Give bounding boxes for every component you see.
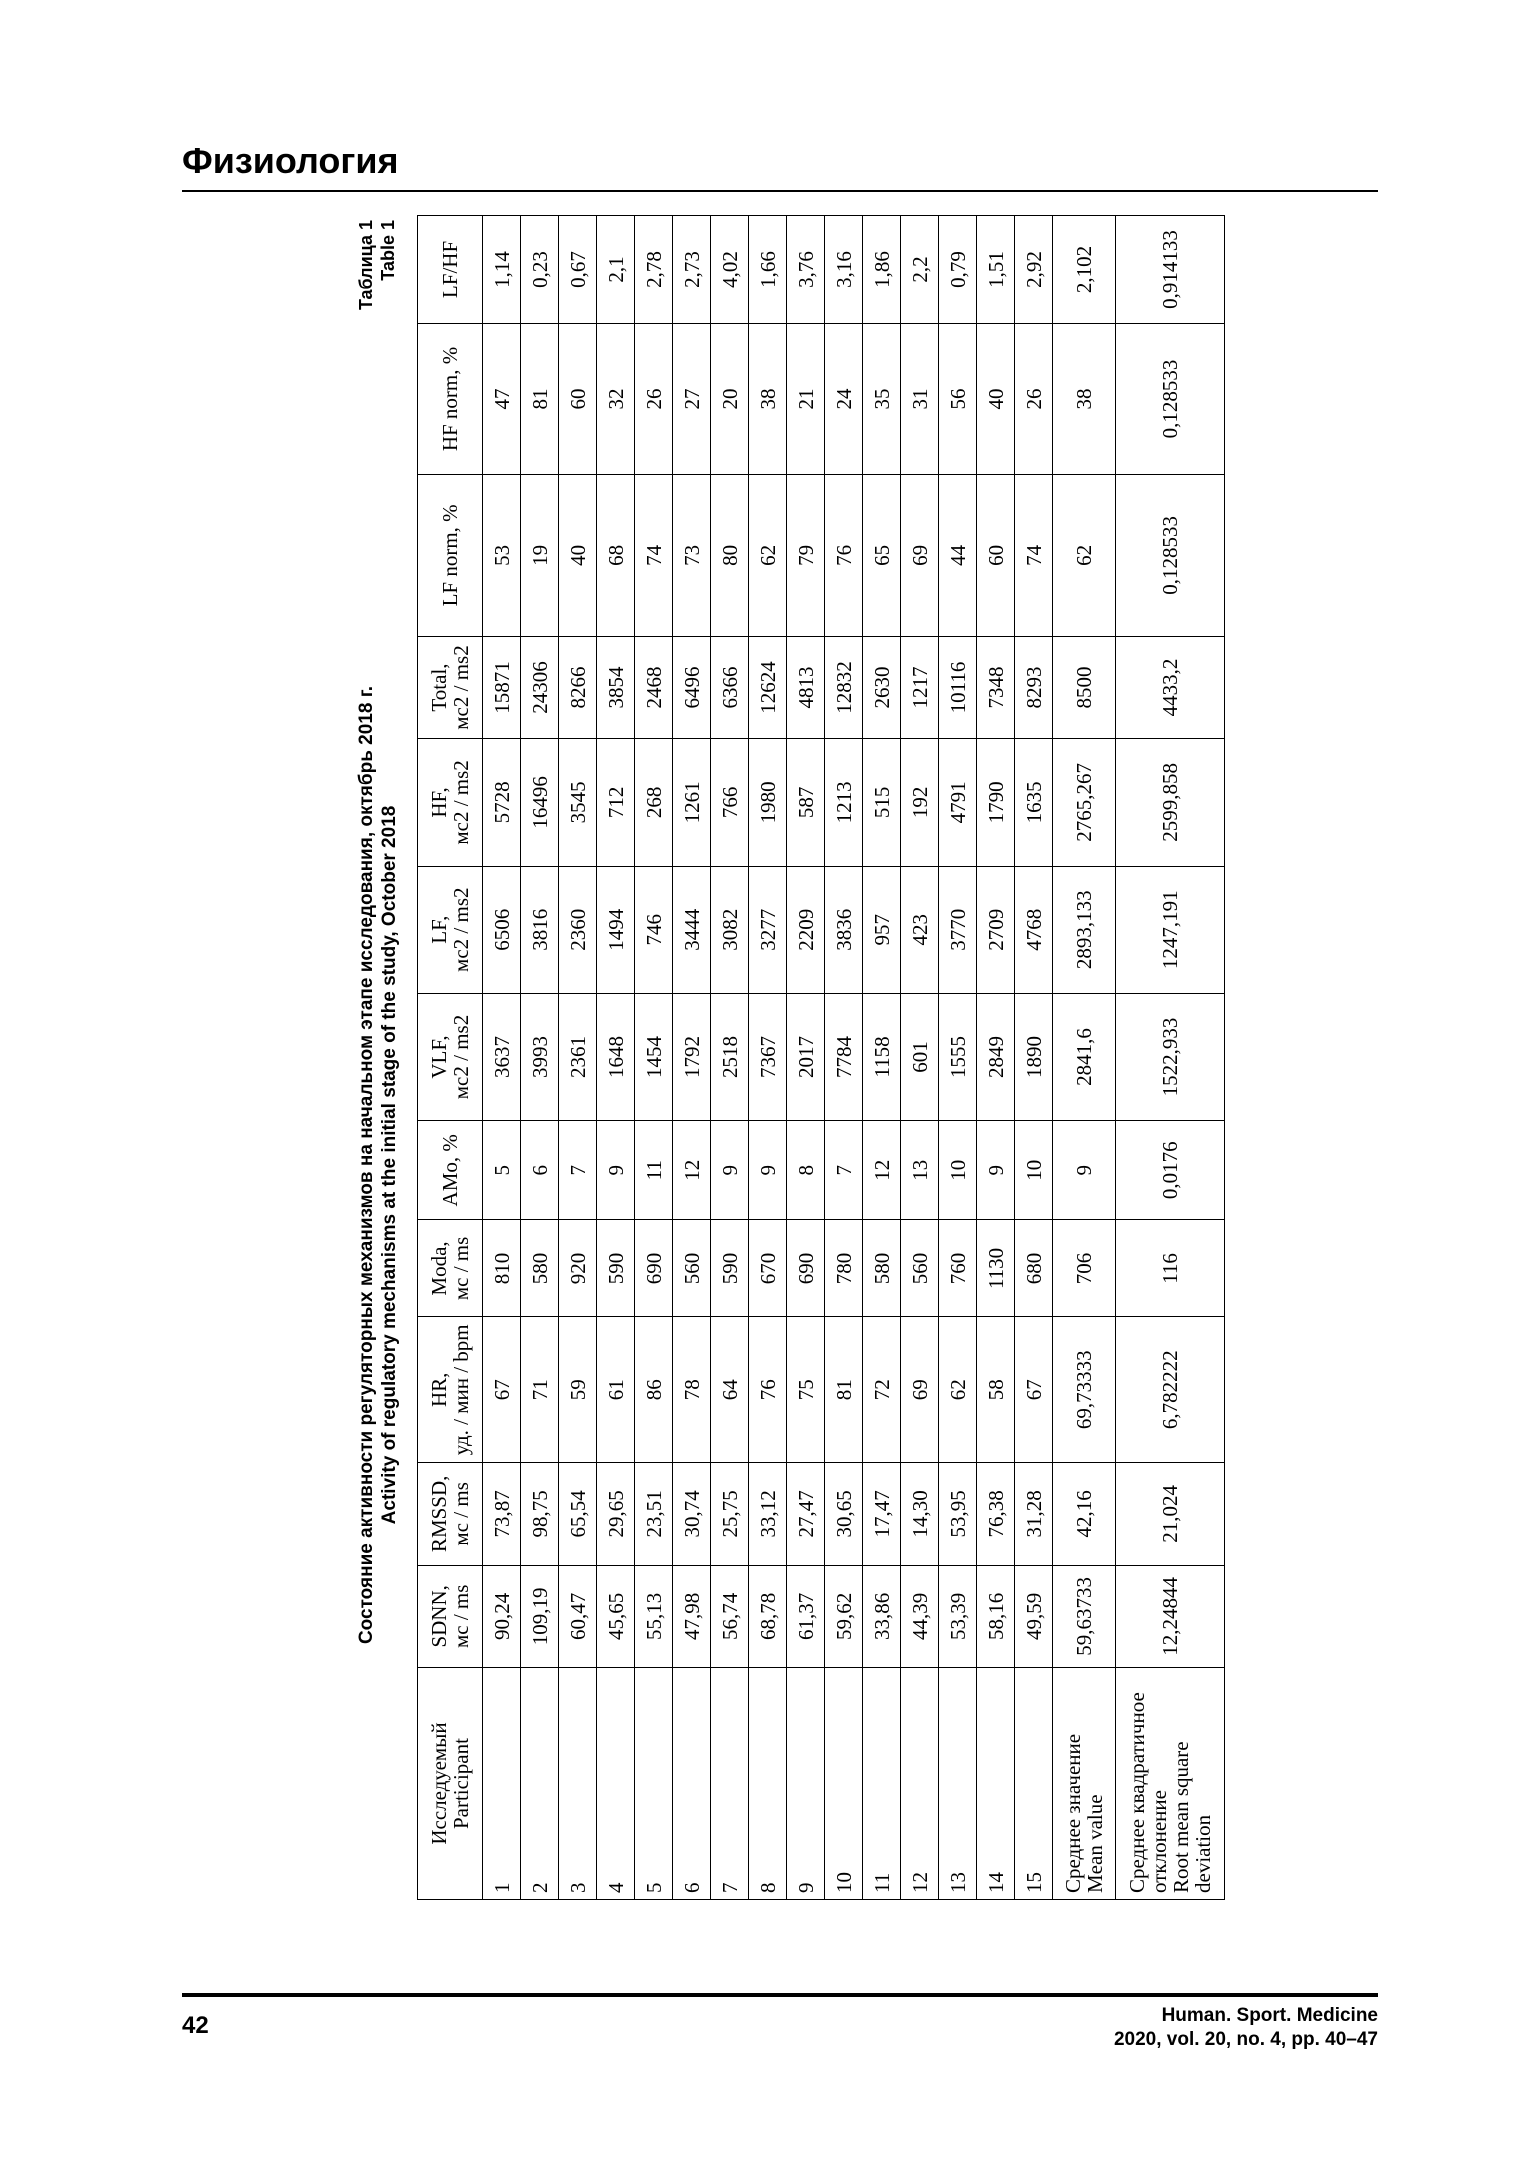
value-cell: 60,47 (559, 1565, 597, 1667)
table-caption (355, 375, 401, 1955)
value-cell: 760 (939, 1220, 977, 1317)
value-cell: 31,28 (1015, 1463, 1053, 1565)
value-cell: 1,51 (977, 216, 1015, 324)
participant-cell: 9 (787, 1668, 825, 1900)
participant-cell: 4 (597, 1668, 635, 1900)
value-cell: 61,37 (787, 1565, 825, 1667)
value-cell: 590 (597, 1220, 635, 1317)
value-cell: 2209 (787, 866, 825, 993)
value-cell: 14,30 (901, 1463, 939, 1565)
value-cell: 1213 (825, 739, 863, 866)
column-header-line: мс / ms (449, 1482, 473, 1546)
value-cell: 7 (559, 1121, 597, 1220)
value-cell: 65 (863, 474, 901, 636)
value-cell: 0,914133 (1116, 216, 1225, 324)
value-cell: 810 (483, 1220, 521, 1317)
value-cell: 116 (1116, 1220, 1225, 1317)
value-cell: 38 (1053, 323, 1116, 474)
column-header-line: Total, (427, 663, 451, 712)
value-cell: 0,67 (559, 216, 597, 324)
value-cell: 69 (901, 1317, 939, 1463)
value-cell: 4,02 (711, 216, 749, 324)
table-row (597, 216, 635, 1900)
value-cell: 2017 (787, 993, 825, 1120)
value-cell: 23,51 (635, 1463, 673, 1565)
value-cell: 61 (597, 1317, 635, 1463)
column-header-line: HR, (427, 1372, 451, 1407)
value-cell: 3816 (521, 866, 559, 993)
column-header (418, 1220, 483, 1317)
table-row (673, 216, 711, 1900)
value-cell: 7784 (825, 993, 863, 1120)
value-cell: 64 (711, 1317, 749, 1463)
value-cell: 109,19 (521, 1565, 559, 1667)
value-cell: 60 (977, 474, 1015, 636)
value-cell: 2893,133 (1053, 866, 1116, 993)
participant-cell: 14 (977, 1668, 1015, 1900)
value-cell: 12,24844 (1116, 1565, 1225, 1667)
column-header-line: HF norm, % (438, 346, 462, 452)
table-row (901, 216, 939, 1900)
value-cell: 4791 (939, 739, 977, 866)
value-cell: 65,54 (559, 1463, 597, 1565)
value-cell: 680 (1015, 1220, 1053, 1317)
column-header-line: мс2 / ms2 (449, 887, 473, 972)
value-cell: 69 (901, 474, 939, 636)
column-header-line: VLF, (427, 1035, 451, 1079)
table-row (825, 216, 863, 1900)
value-cell: 2599,858 (1116, 739, 1225, 866)
value-cell: 10 (1015, 1121, 1053, 1220)
table-label (355, 220, 399, 370)
value-cell: 80 (711, 474, 749, 636)
column-header-line: HF, (427, 787, 451, 818)
value-cell: 62 (749, 474, 787, 636)
value-cell: 192 (901, 739, 939, 866)
value-cell: 580 (863, 1220, 901, 1317)
value-cell: 78 (673, 1317, 711, 1463)
column-header-line: мс / ms (449, 1236, 473, 1301)
value-cell: 16496 (521, 739, 559, 866)
value-cell: 29,65 (597, 1463, 635, 1565)
value-cell: 76 (749, 1317, 787, 1463)
value-cell: 1648 (597, 993, 635, 1120)
value-cell: 59,63733 (1053, 1565, 1116, 1667)
column-header-line: RMSSD, (427, 1475, 451, 1553)
value-cell: 1,86 (863, 216, 901, 324)
value-cell: 1158 (863, 993, 901, 1120)
value-cell: 2,73 (673, 216, 711, 324)
rms-row (1116, 216, 1225, 1900)
column-header-line: мс / ms (449, 1584, 473, 1649)
value-cell: 5728 (483, 739, 521, 866)
value-cell: 3082 (711, 866, 749, 993)
value-cell: 6366 (711, 636, 749, 738)
value-cell: 1890 (1015, 993, 1053, 1120)
value-cell: 81 (521, 323, 559, 474)
participant-cell: 8 (749, 1668, 787, 1900)
value-cell: 423 (901, 866, 939, 993)
value-cell: 3770 (939, 866, 977, 993)
value-cell: 1494 (597, 866, 635, 993)
value-cell: 24 (825, 323, 863, 474)
value-cell: 1217 (901, 636, 939, 738)
value-cell: 2630 (863, 636, 901, 738)
value-cell: 0,128533 (1116, 323, 1225, 474)
value-cell: 62 (1053, 474, 1116, 636)
value-cell: 560 (673, 1220, 711, 1317)
value-cell: 2,92 (1015, 216, 1053, 324)
value-cell: 3637 (483, 993, 521, 1120)
value-cell: 74 (1015, 474, 1053, 636)
value-cell: 9 (977, 1121, 1015, 1220)
value-cell: 3993 (521, 993, 559, 1120)
value-cell: 5 (483, 1121, 521, 1220)
value-cell: 10116 (939, 636, 977, 738)
rotated-table-block (355, 215, 1270, 1955)
value-cell: 47 (483, 323, 521, 474)
row-label-line: Root mean square deviation (1169, 1741, 1215, 1893)
table-row (521, 216, 559, 1900)
value-cell: 27,47 (787, 1463, 825, 1565)
value-cell: 1522,933 (1116, 993, 1225, 1120)
value-cell: 98,75 (521, 1463, 559, 1565)
value-cell: 45,65 (597, 1565, 635, 1667)
value-cell: 3277 (749, 866, 787, 993)
column-header-line: AMo, % (438, 1134, 462, 1207)
value-cell: 670 (749, 1220, 787, 1317)
value-cell: 72 (863, 1317, 901, 1463)
value-cell: 25,75 (711, 1463, 749, 1565)
value-cell: 56,74 (711, 1565, 749, 1667)
participant-cell: 5 (635, 1668, 673, 1900)
participant-cell: 10 (825, 1668, 863, 1900)
value-cell: 1,14 (483, 216, 521, 324)
section-title: Физиология (182, 140, 399, 181)
value-cell: 13 (901, 1121, 939, 1220)
value-cell: 67 (1015, 1317, 1053, 1463)
value-cell: 9 (711, 1121, 749, 1220)
table-row (711, 216, 749, 1900)
value-cell: 44,39 (901, 1565, 939, 1667)
participant-cell: 11 (863, 1668, 901, 1900)
value-cell: 9 (749, 1121, 787, 1220)
data-table (417, 215, 1225, 1900)
value-cell: 3545 (559, 739, 597, 866)
value-cell: 24306 (521, 636, 559, 738)
value-cell: 1635 (1015, 739, 1053, 866)
value-cell: 58,16 (977, 1565, 1015, 1667)
table-label-en: Table 1 (378, 220, 398, 281)
value-cell: 90,24 (483, 1565, 521, 1667)
value-cell: 1980 (749, 739, 787, 866)
value-cell: 44 (939, 474, 977, 636)
value-cell: 4433,2 (1116, 636, 1225, 738)
value-cell: 59 (559, 1317, 597, 1463)
value-cell: 10 (939, 1121, 977, 1220)
value-cell: 26 (1015, 323, 1053, 474)
value-cell: 6496 (673, 636, 711, 738)
column-header (418, 1463, 483, 1565)
value-cell: 587 (787, 739, 825, 866)
column-header-line: LF, (427, 915, 451, 944)
value-cell: 35 (863, 323, 901, 474)
value-cell: 62 (939, 1317, 977, 1463)
value-cell: 12832 (825, 636, 863, 738)
participant-cell: 6 (673, 1668, 711, 1900)
value-cell: 55,13 (635, 1565, 673, 1667)
value-cell: 560 (901, 1220, 939, 1317)
caption-en: Activity of regulatory mechanisms at the initial stage of the study, October 2018 (379, 805, 400, 1525)
column-header-line: LF norm, % (438, 504, 462, 607)
value-cell: 2,2 (901, 216, 939, 324)
value-cell: 9 (1053, 1121, 1116, 1220)
value-cell: 268 (635, 739, 673, 866)
value-cell: 712 (597, 739, 635, 866)
value-cell: 766 (711, 739, 749, 866)
page-number: 42 (182, 2012, 209, 2039)
participant-cell: 3 (559, 1668, 597, 1900)
value-cell: 690 (787, 1220, 825, 1317)
value-cell: 2518 (711, 993, 749, 1120)
column-header (418, 636, 483, 738)
value-cell: 74 (635, 474, 673, 636)
value-cell: 0,23 (521, 216, 559, 324)
value-cell: 3836 (825, 866, 863, 993)
value-cell: 515 (863, 739, 901, 866)
value-cell: 4768 (1015, 866, 1053, 993)
journal-issue: 2020, vol. 20, no. 4, pp. 40–47 (1113, 2029, 1378, 2050)
value-cell: 73 (673, 474, 711, 636)
value-cell: 75 (787, 1317, 825, 1463)
value-cell: 19 (521, 474, 559, 636)
participant-cell: 15 (1015, 1668, 1053, 1900)
column-header-line: мс2 / ms2 (449, 645, 473, 730)
value-cell: 32 (597, 323, 635, 474)
value-cell: 49,59 (1015, 1565, 1053, 1667)
value-cell: 27 (673, 323, 711, 474)
table-row (635, 216, 673, 1900)
table-header-row (418, 216, 483, 1900)
value-cell: 76 (825, 474, 863, 636)
column-header (418, 993, 483, 1120)
value-cell: 12 (673, 1121, 711, 1220)
table-row (787, 216, 825, 1900)
value-cell: 53,95 (939, 1463, 977, 1565)
column-header (418, 1121, 483, 1220)
value-cell: 1,66 (749, 216, 787, 324)
column-header (418, 739, 483, 866)
value-cell: 53 (483, 474, 521, 636)
value-cell: 6,782222 (1116, 1317, 1225, 1463)
value-cell: 3,16 (825, 216, 863, 324)
value-cell: 1454 (635, 993, 673, 1120)
value-cell: 1790 (977, 739, 1015, 866)
participant-cell: 2 (521, 1668, 559, 1900)
participant-cell: 12 (901, 1668, 939, 1900)
value-cell: 67 (483, 1317, 521, 1463)
value-cell: 0,79 (939, 216, 977, 324)
value-cell: 7 (825, 1121, 863, 1220)
mean-row (1053, 216, 1116, 1900)
value-cell: 1247,191 (1116, 866, 1225, 993)
value-cell: 31 (901, 323, 939, 474)
value-cell: 21 (787, 323, 825, 474)
value-cell: 6 (521, 1121, 559, 1220)
value-cell: 12624 (749, 636, 787, 738)
value-cell: 2,102 (1053, 216, 1116, 324)
value-cell: 1261 (673, 739, 711, 866)
value-cell: 42,16 (1053, 1463, 1116, 1565)
journal-info (1114, 2004, 1378, 2052)
value-cell: 58 (977, 1317, 1015, 1463)
column-header-line: Moda, (427, 1241, 451, 1296)
value-cell: 76,38 (977, 1463, 1015, 1565)
value-cell: 30,65 (825, 1463, 863, 1565)
value-cell: 690 (635, 1220, 673, 1317)
column-header (418, 1317, 483, 1463)
value-cell: 8 (787, 1121, 825, 1220)
value-cell: 40 (977, 323, 1015, 474)
value-cell: 81 (825, 1317, 863, 1463)
column-header (418, 216, 483, 324)
value-cell: 920 (559, 1220, 597, 1317)
column-header-line: SDNN, (427, 1585, 451, 1648)
value-cell: 7367 (749, 993, 787, 1120)
value-cell: 2709 (977, 866, 1015, 993)
column-header-line: Исследуемый (427, 1722, 451, 1845)
value-cell: 21,024 (1116, 1463, 1225, 1565)
value-cell: 2468 (635, 636, 673, 738)
column-header (418, 1668, 483, 1900)
rms-row-label (1116, 1668, 1225, 1900)
value-cell: 2,1 (597, 216, 635, 324)
participant-cell: 7 (711, 1668, 749, 1900)
table-row (559, 216, 597, 1900)
row-label-line: Mean value (1083, 1794, 1107, 1893)
table-row (977, 216, 1015, 1900)
value-cell: 601 (901, 993, 939, 1120)
caption-ru: Состояние активности регуляторных механизмов на начальном этапе исследования, октябрь 2018 г. (356, 685, 377, 1645)
row-label-line: Среднее квадратичное отклонение (1125, 1692, 1171, 1893)
mean-row-label (1053, 1668, 1116, 1900)
column-header (418, 323, 483, 474)
value-cell: 746 (635, 866, 673, 993)
value-cell: 1792 (673, 993, 711, 1120)
value-cell: 47,98 (673, 1565, 711, 1667)
value-cell: 26 (635, 323, 673, 474)
journal-title: Human. Sport. Medicine (1161, 2005, 1378, 2026)
value-cell: 3854 (597, 636, 635, 738)
value-cell: 580 (521, 1220, 559, 1317)
column-header-line: LF/HF (438, 240, 462, 299)
value-cell: 780 (825, 1220, 863, 1317)
value-cell: 957 (863, 866, 901, 993)
value-cell: 30,74 (673, 1463, 711, 1565)
value-cell: 86 (635, 1317, 673, 1463)
value-cell: 0,128533 (1116, 474, 1225, 636)
value-cell: 3,76 (787, 216, 825, 324)
column-header-line: мс2 / ms2 (449, 1014, 473, 1100)
value-cell: 6506 (483, 866, 521, 993)
value-cell: 2841,6 (1053, 993, 1116, 1120)
column-header-line: уд. / мин / bpm (449, 1324, 473, 1456)
column-header (418, 474, 483, 636)
value-cell: 38 (749, 323, 787, 474)
value-cell: 2360 (559, 866, 597, 993)
value-cell: 68 (597, 474, 635, 636)
value-cell: 706 (1053, 1220, 1116, 1317)
value-cell: 12 (863, 1121, 901, 1220)
table-row (749, 216, 787, 1900)
value-cell: 17,47 (863, 1463, 901, 1565)
value-cell: 9 (597, 1121, 635, 1220)
value-cell: 2,78 (635, 216, 673, 324)
table-label-ru: Таблица 1 (356, 220, 376, 311)
value-cell: 71 (521, 1317, 559, 1463)
value-cell: 40 (559, 474, 597, 636)
footer-rule (182, 1993, 1378, 1997)
value-cell: 3444 (673, 866, 711, 993)
value-cell: 2849 (977, 993, 1015, 1120)
value-cell: 2361 (559, 993, 597, 1120)
table-row (939, 216, 977, 1900)
participant-cell: 13 (939, 1668, 977, 1900)
value-cell: 73,87 (483, 1463, 521, 1565)
value-cell: 1555 (939, 993, 977, 1120)
column-header-line: Participant (449, 1738, 473, 1830)
value-cell: 56 (939, 323, 977, 474)
table-row (1015, 216, 1053, 1900)
row-label-line: Среднее значение (1061, 1733, 1085, 1893)
table-body (483, 216, 1225, 1900)
value-cell: 33,86 (863, 1565, 901, 1667)
table-row (863, 216, 901, 1900)
header-rule (182, 190, 1378, 192)
value-cell: 15871 (483, 636, 521, 738)
value-cell: 7348 (977, 636, 1015, 738)
value-cell: 33,12 (749, 1463, 787, 1565)
value-cell: 0,0176 (1116, 1121, 1225, 1220)
value-cell: 69,73333 (1053, 1317, 1116, 1463)
value-cell: 8293 (1015, 636, 1053, 738)
value-cell: 11 (635, 1121, 673, 1220)
value-cell: 2765,267 (1053, 739, 1116, 866)
value-cell: 1130 (977, 1220, 1015, 1317)
value-cell: 8266 (559, 636, 597, 738)
value-cell: 60 (559, 323, 597, 474)
table-row (483, 216, 521, 1900)
column-header (418, 1565, 483, 1667)
value-cell: 8500 (1053, 636, 1116, 738)
value-cell: 79 (787, 474, 825, 636)
column-header (418, 866, 483, 993)
value-cell: 20 (711, 323, 749, 474)
participant-cell: 1 (483, 1668, 521, 1900)
value-cell: 590 (711, 1220, 749, 1317)
column-header-line: мс2 / ms2 (449, 760, 473, 845)
value-cell: 4813 (787, 636, 825, 738)
value-cell: 68,78 (749, 1565, 787, 1667)
value-cell: 59,62 (825, 1565, 863, 1667)
value-cell: 53,39 (939, 1565, 977, 1667)
